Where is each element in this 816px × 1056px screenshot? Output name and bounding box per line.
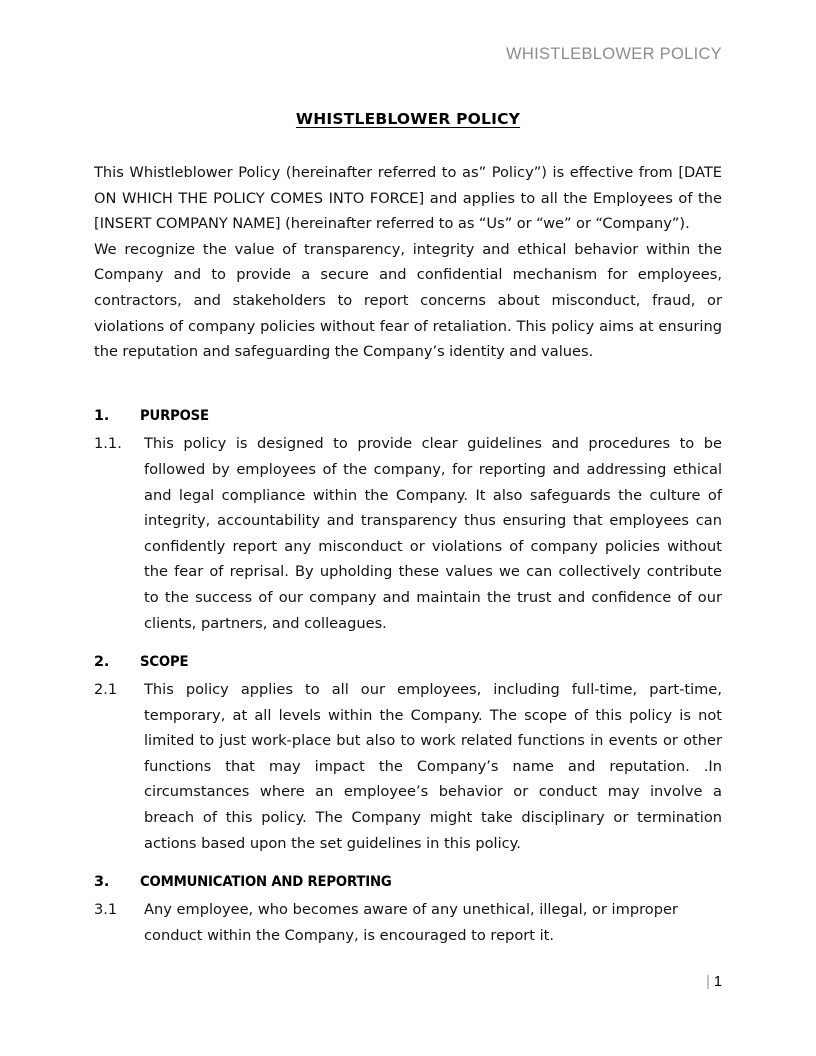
section-label-3: COMMUNICATION AND REPORTING (140, 874, 392, 891)
section-number-3: 3. (94, 874, 110, 891)
intro-paragraph-1: This Whistleblower Policy (hereinafter referred to as” Policy”) is effective from [DATE ON WHICH THE POLICY COMES INTO FORCE] and applies to all the Employees of the [INSERT COMPANY NAME] (hereinafter referred to as “Us” or “we” or “Company”). (94, 164, 722, 233)
section-scope (94, 650, 722, 856)
section-communication-and-reporting (94, 870, 722, 948)
section-heading-2 (94, 650, 722, 675)
running-header: WHISTLEBLOWER POLICY (506, 45, 722, 63)
document-body (94, 108, 722, 948)
clause-number-3-1: 3.1 (94, 901, 118, 919)
clause-number-2-1: 2.1 (94, 681, 118, 699)
section-heading-3 (94, 870, 722, 895)
intro-paragraph-2: We recognize the value of transparency, integrity and ethical behavior within the Company and to provide a secure and confidential mechanism for employees, contractors, and stakeholders to report concerns about misconduct, fraud, or violations of company policies without fear of retaliation. This policy aims at ensuring the reputation and safeguarding the Company’s identity and values. (94, 240, 722, 361)
document-title: WHISTLEBLOWER POLICY (295, 110, 521, 128)
section-number-1: 1. (94, 408, 110, 425)
footer-page-number: 1 (713, 974, 722, 990)
clause-text-3-1: Any employee, who becomes aware of any unethical, illegal, or improper conduct within the Company, is encouraged to report it. (144, 901, 678, 944)
page-footer (94, 972, 722, 992)
clause-text-1-1: This policy is designed to provide clear guidelines and procedures to be followed by employees of the company, for reporting and addressing ethical and legal compliance within the Company. It also safeguards the culture of integrity, accountability and transparency thus ensuring that employees can confidently report any misconduct or violations of company policies without the fear of reprisal. By upholding these values we can collectively contribute to the success of our company and maintain the trust and confidence of our clients, partners, and colleagues. (144, 435, 722, 632)
paragraph-spacer (94, 365, 722, 391)
clause-number-1-1: 1.1. (94, 435, 122, 453)
clause-1-1 (94, 431, 722, 636)
footer-separator: | (706, 974, 710, 990)
section-label-1: PURPOSE (140, 408, 209, 425)
clause-3-1 (94, 897, 722, 948)
clause-2-1 (94, 677, 722, 856)
clause-text-2-1: This policy applies to all our employees, including full-time, part-time, temporary, at all levels within the Company. The scope of this policy is not limited to just work-place but also to work related functions in events or other functions that may impact the Company’s name and reputation. .In circumstances where an employee’s behavior or conduct may involve a breach of this policy. The Company might take disciplinary or termination actions based upon the set guidelines in this policy. (144, 681, 722, 852)
section-label-2: SCOPE (140, 654, 189, 671)
section-number-2: 2. (94, 654, 110, 671)
section-purpose (94, 404, 722, 636)
section-heading-1 (94, 404, 722, 429)
